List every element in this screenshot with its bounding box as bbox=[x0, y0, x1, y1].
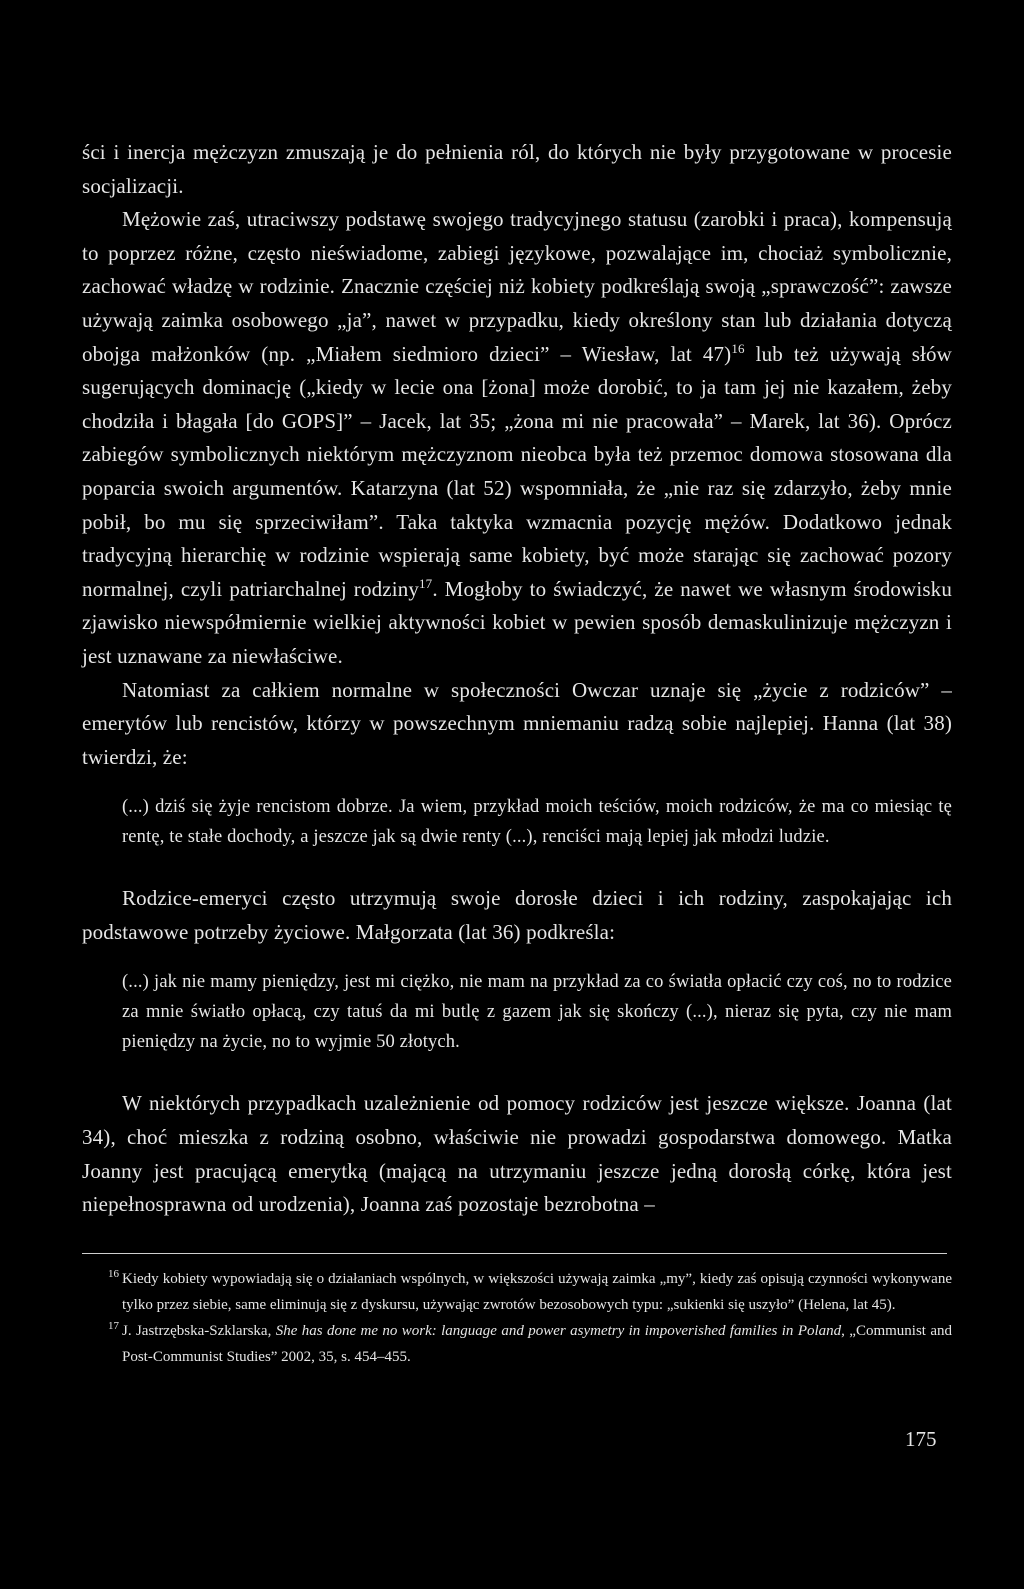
footnote-author: J. Jastrzębska-Szklarska, bbox=[122, 1323, 276, 1339]
paragraph-text: Mężowie zaś, utraciwszy podstawę swojego tradycyjnego statusu (zarobki i praca), kompensują to poprzez różne, często nieświadome, zabiegi językowe, pozwalające im, chociaż symbolicznie, zachować władzę w rodzinie. Znacznie częściej niż kobiety podkreślają swoją „sprawczość”: zawsze używają zaimka osobowego „ja”, nawet w przypadku, kiedy określony stan lub działania dotyczą obojga małżonków (np. „Miałem siedmioro dzieci” – Wiesław, lat 47) bbox=[82, 207, 952, 366]
paragraph-text: Rodzice-emeryci często utrzymują swoje dorosłe dzieci i ich rodziny, zaspokajając ich podstawowe potrzeby życiowe. Małgorzata (lat 36) podkreśla: bbox=[82, 886, 952, 944]
footnote-mark: 17 bbox=[108, 1320, 119, 1332]
block-quote bbox=[82, 792, 952, 852]
paragraph-text: W niektórych przypadkach uzależnienie od pomocy rodziców jest jeszcze większe. Joanna (lat 34), choć mieszka z rodziną osobno, właściwie nie prowadzi gospodarstwa domowego. Matka Joanny jest pracującą emerytką (mającą na utrzymaniu jeszcze jedną dorosłą córkę, która jest niepełnosprawna od urodzenia), Joanna zaś pozostaje bezrobotna – bbox=[82, 1091, 952, 1217]
paragraph bbox=[82, 674, 952, 775]
page-number: 175 bbox=[905, 1427, 937, 1451]
paragraph-text: lub też używają słów sugerujących dominację („kiedy w lecie ona [żona] może dorobić, to ja tam jej nie kazałem, żeby chodziła i błagała [do GOPS]” – Jacek, lat 35; „żona mi nie pracowała” – Marek, lat 36). Oprócz zabiegów symbolicznych niektórym mężczyznom nieobca była też przemoc domowa stosowana dla poparcia swoich argumentów. Katarzyna (lat 52) wspomniała, że „nie raz się zdarzyło, żeby mnie pobił, bo mu się sprzeciwiłam”. Taka taktyka wzmacnia pozycję mężów. Dodatkowo jednak tradycyjną hierarchię w rodzinie wspierają same kobiety, być może starając się zachować pozory normalnej, czyli patriarchalnej rodziny bbox=[82, 341, 952, 601]
footnotes bbox=[82, 1266, 952, 1370]
footnote-ref-16[interactable]: 16 bbox=[731, 340, 745, 356]
footnote-divider bbox=[82, 1253, 947, 1254]
quote-text: (...) jak nie mamy pieniędzy, jest mi ciężko, nie mam na przykład za co światła opłacić czy coś, no to rodzice za mnie światło opłacą, czy tatuś da mi butlę z gazem jak się skończy (...), nieraz się pyta, czy nie mam pieniędzy na życie, no to wyjmie 50 złotych. bbox=[122, 972, 952, 1053]
footnote-ref-17[interactable]: 17 bbox=[419, 575, 433, 591]
footnote-text: , „Communist and Post-Communist Studies” 2002, 35, s. 454–455. bbox=[122, 1323, 952, 1365]
main-text bbox=[82, 136, 952, 1222]
footnote-mark: 16 bbox=[108, 1268, 119, 1280]
paragraph bbox=[82, 136, 952, 203]
paragraph-text: Natomiast za całkiem normalne w społeczności Owczar uznaje się „życie z rodziców” – emerytów lub rencistów, którzy w powszechnym mniemaniu radzą sobie najlepiej. Hanna (lat 38) twierdzi, że: bbox=[82, 677, 952, 769]
block-quote bbox=[82, 967, 952, 1057]
quote-text: (...) dziś się żyje rencistom dobrze. Ja wiem, przykład moich teściów, moich rodziców, że ma co miesiąc tę rentę, te stałe dochody, a jeszcze jak są dwie renty (...), renciści mają lepiej jak młodzi ludzie. bbox=[122, 797, 952, 848]
paragraph bbox=[82, 882, 952, 949]
paragraph bbox=[82, 203, 952, 673]
footnote-title: She has done me no work: language and power asymetry in impoverished families in Poland bbox=[275, 1323, 842, 1339]
footnote-text: Kiedy kobiety wypowiadają się o działaniach wspólnych, w większości używają zaimka „my”, kiedy zaś opisują czynności wykonywane tylko przez siebie, same eliminują się z dyskursu, używając zwrotów bezosobowych typu: „sukienki się uszyło” (Helena, lat 45). bbox=[122, 1271, 952, 1313]
paragraph-text: ści i inercja mężczyzn zmuszają je do pełnienia ról, do których nie były przygotowane w procesie socjalizacji. bbox=[82, 140, 952, 198]
paragraph-text: . Mogłoby to świadczyć, że nawet we własnym środowisku zjawisko niewspółmiernie wielkiej aktywności kobiet w pewien sposób demaskulinizuje mężczyzn i jest uznawane za niewłaściwe. bbox=[82, 576, 952, 668]
footnote-16 bbox=[82, 1266, 952, 1318]
paragraph bbox=[82, 1087, 952, 1221]
footnote-17 bbox=[82, 1318, 952, 1370]
